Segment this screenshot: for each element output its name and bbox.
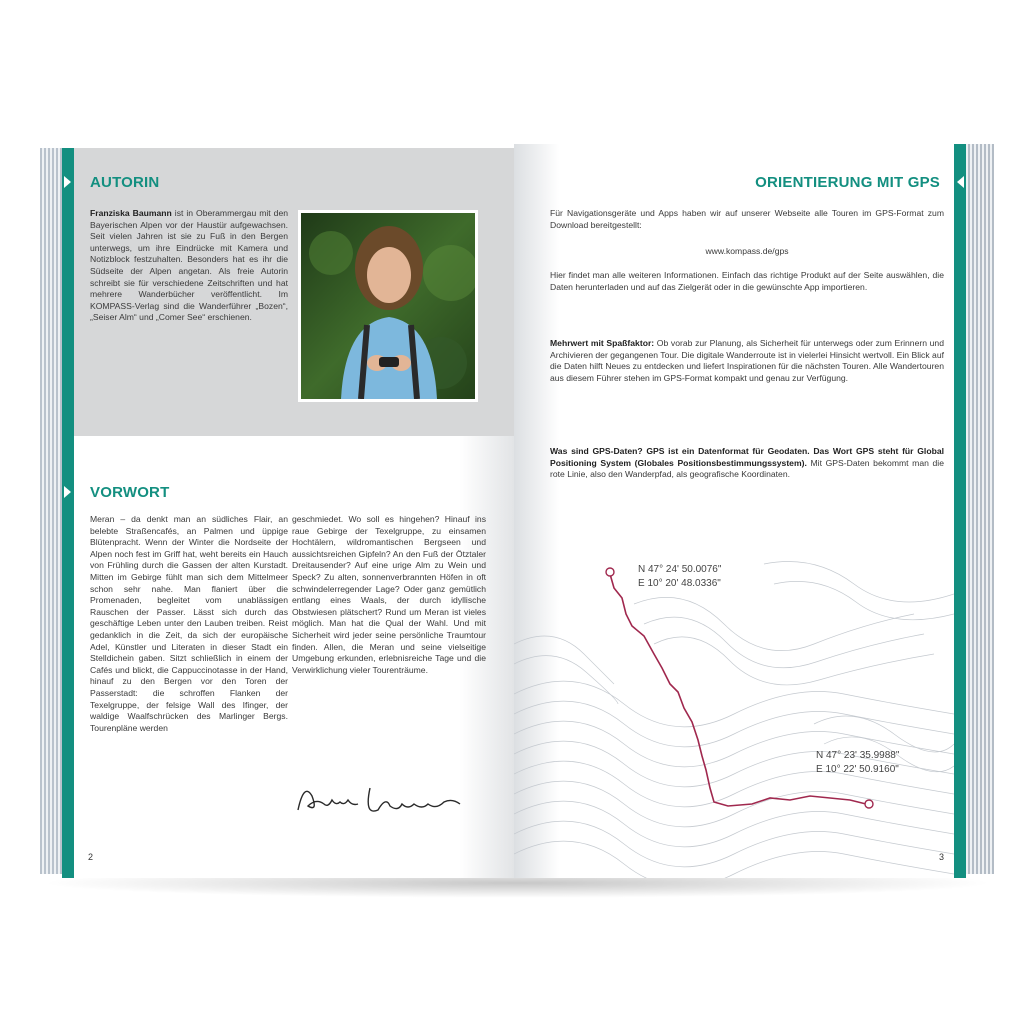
gps-heading: ORIENTIERUNG MIT GPS — [755, 174, 940, 191]
gps-definition: Was sind GPS-Daten? GPS ist ein Datenformat für Geodaten. Das Wort GPS steht für Global Positioning System (Globales Positionsbestimmungssystem). Mit GPS-Daten bekommt man die rote Linie, also den Wanderpfad, als geografische Koordinaten. — [550, 446, 944, 480]
gps-value: Mehrwert mit Spaßfaktor: Ob vorab zur Planung, als Sicherheit für unterwegs oder zum Erinnern und Archivieren der gegangenen Tour. Die digitale Wanderroute ist in vielerlei Hinsicht wertvoll. Ein Blick auf die Daten hilft Neues zu entdecken und liefert Inspirationen für die nächsten Touren. Alle Wandertouren aus diesem Führer stehen im GPS-Format kompakt und genau zur Verfügung. — [550, 338, 944, 383]
page-number-left: 2 — [88, 852, 94, 862]
chevron-right-icon — [64, 486, 71, 498]
start-latitude: N 47° 24' 50.0076" — [638, 564, 722, 575]
vorwort-column-2: geschmiedet. Wo soll es hingehen? Hinauf ins raue Gebirge der Texelgruppe, zu einsamen Hochtälern, wildromantischen Bergseen und aussichtsreichen Gipfeln? An den Fuß der Ötztaler Dreitausender? Auf eine urige Alm zu Wein und Speck? Zu alten, sonnenverbrannten Höfen in oft schwindelerregender Lage? Oder ganz gemütlich entlang eines Waals, der durch idyllische Obstwiesen plätschert? Rund um Meran ist vieles möglich. Man hat die Qual der Wahl. Und mit Sicherheit wird jeder seine persönliche Traumtour finden. Allen, die Meran und seine vielseitige Umgebung erkunden, erlebnisreiche Tage und die Verwirklichung vieler Tourenträume. — [292, 514, 486, 675]
chevron-right-icon — [64, 176, 71, 188]
gps-route-map — [514, 544, 954, 878]
vorwort-column-1: Meran – da denkt man an südliches Flair, an belebte Straßencafés, an Palmen und üppige Blütenpracht. Wenn der Winter die Nordseite der Alpen noch fest im Griff hat, weht bereits ein Hauch von Frühling durch die Gassen der alten Kurstadt. Mitten im Gebirge fühlt man sich dem Mittelmeer schon sehr nahe. Man flaniert über die Promenaden, begleitet vom unablässigen Rauschen der Passer. Lässt sich durch das geschäftige Leben unter den Lauben treiben. Reist gedanklich in die Zeit, da sich der europäische Adel, Künstler und Literaten in dieser Stadt ein Stelldichein gaben. Sitzt schließlich in einem der Cafés und blickt, die Cappuccinotasse in der Hand, hinauf zu den Bergen vor den Toren der Passerstadt: die schroffen Flanken der Texelgruppe, der felsige Wall des Ifinger, der waldige Waalfschrücken des Marlinger Bergs. Tourenpläne werden — [90, 514, 288, 733]
start-longitude: E 10° 20' 48.0336" — [638, 578, 721, 589]
gps-url: www.kompass.de/gps — [705, 246, 789, 256]
gps-instructions: Hier findet man alle weiteren Informationen. Einfach das richtige Produkt auf der Seite auswählen, die Daten herunterladen und auf das Zielgerät oder in die gewünschte App importieren. — [550, 270, 944, 292]
chevron-left-icon — [957, 176, 964, 188]
gps-intro: Für Navigationsgeräte und Apps haben wir auf unserer Webseite alle Touren im GPS-Format zum Download bereitgestellt: — [550, 208, 944, 230]
vorwort-heading: VORWORT — [90, 484, 170, 501]
left-page — [62, 148, 514, 878]
signature — [294, 776, 474, 826]
right-page — [514, 144, 966, 878]
route-start-marker — [606, 568, 614, 576]
page-edges-right — [962, 144, 994, 874]
teal-margin-bar — [62, 148, 74, 878]
end-longitude: E 10° 22' 50.9160" — [816, 764, 899, 775]
author-photo — [298, 210, 478, 402]
autorin-heading: AUTORIN — [90, 174, 160, 191]
route-end-marker — [865, 800, 873, 808]
page-number-right: 3 — [938, 852, 944, 862]
teal-margin-bar — [954, 144, 966, 878]
author-name: Franziska Baumann — [90, 208, 172, 218]
end-latitude: N 47° 23' 35.9988" — [816, 750, 900, 761]
author-bio: Franziska Baumann ist in Oberammergau mit den Bayerischen Alpen vor der Haustür aufgewachsen. Seit vielen Jahren ist sie zu Fuß in den Bergen unterwegs, um ihre Eindrücke mit Kamera und Notizblock festzuhalten. Besonders hat es ihr die Südseite der Alpen angetan. Als freie Autorin schreibt sie für verschiedene Zeitschriften und hat mehrere Wanderbücher veröffentlicht. Im KOMPASS-Verlag sind die Wanderführer „Bozen“, „Seiser Alm“ und „Comer See“ erschienen. — [90, 208, 289, 323]
